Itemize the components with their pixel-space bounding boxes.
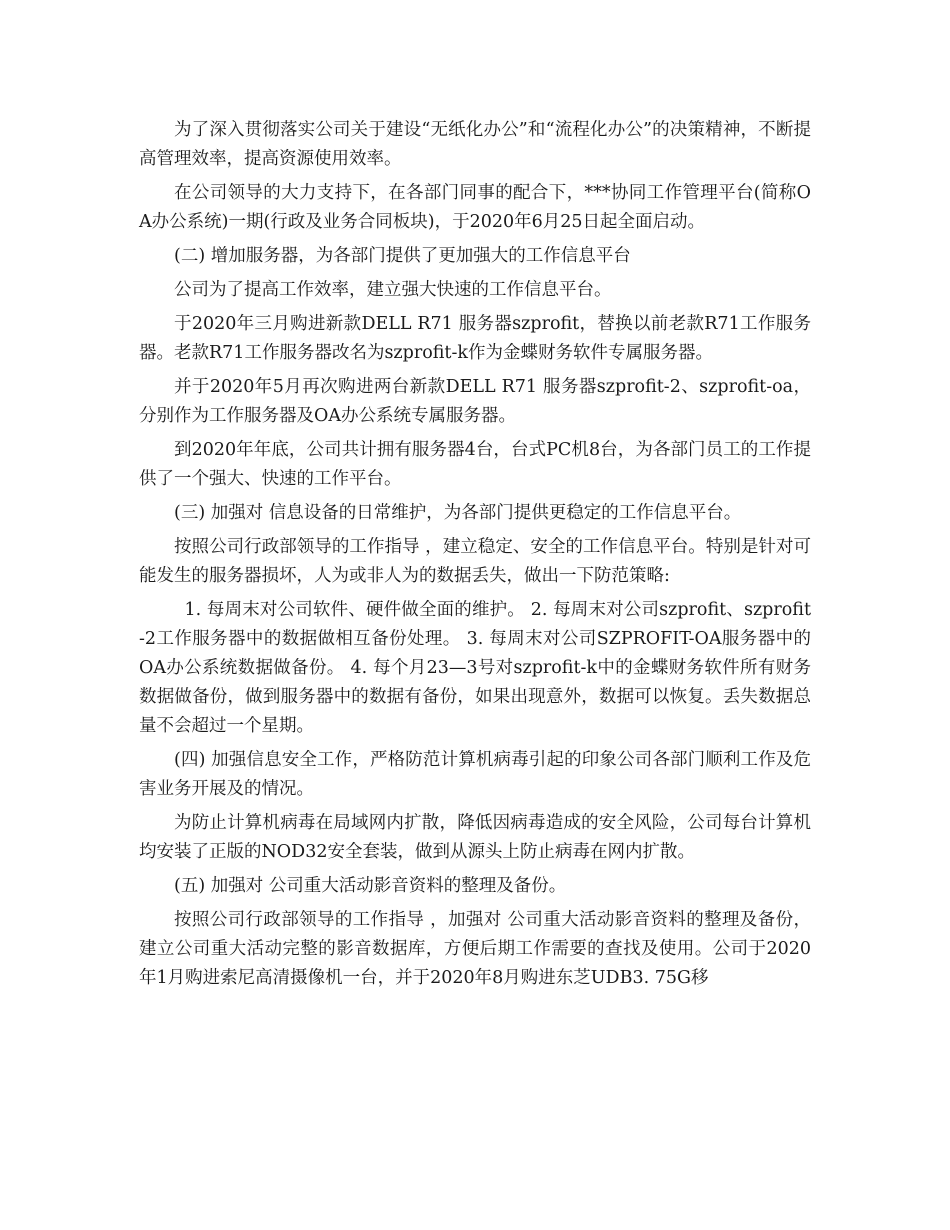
heading-section-3: (三) 加强对 信息设备的日常维护，为各部门提供更稳定的工作信息平台。 bbox=[174, 503, 742, 523]
paragraph-antivirus: 为防止计算机病毒在局域网内扩散，降低因病毒造成的安全风险，公司每台计算机均安装了正版的NOD32安全套装，做到从源头上防止病毒在网内扩散。 bbox=[139, 813, 811, 862]
paragraph-server-march: 于2020年三月购进新款DELL R71 服务器szprofit，替换以前老款R71工作服务器。老款R71工作服务器改名为szprofit-k作为金蝶财务软件专属服务器。 bbox=[139, 314, 811, 363]
paragraph-media-archive: 按照公司行政部领导的工作指导 ，加强对 公司重大活动影音资料的整理及备份，建立公司重大活动完整的影音数据库，方便后期工作需要的查找及使用。公司于2020年1月购进索尼高清摄像机一台，并于2020年8月购进东芝UDB3. 75G移 bbox=[139, 910, 811, 988]
paragraph-guidance: 按照公司行政部领导的工作指导 ，建立稳定、安全的工作信息平台。特别是针对可能发生的服务器损坏，人为或非人为的数据丢失，做出一下防范策略: bbox=[139, 537, 811, 586]
paragraph-oa-launch: 在公司领导的大力支持下，在各部门同事的配合下，***协同工作管理平台(简称OA办公系统)一期(行政及业务合同板块)，于2020年6月25日起全面启动。 bbox=[139, 183, 811, 232]
paragraph-intro: 为了深入贯彻落实公司关于建设“无纸化办公”和“流程化办公”的决策精神，不断提高管理效率，提高资源使用效率。 bbox=[139, 120, 811, 169]
document-body bbox=[139, 116, 811, 998]
paragraph-efficiency: 公司为了提高工作效率，建立强大快速的工作信息平台。 bbox=[174, 280, 612, 300]
paragraph-year-end: 到2020年年底，公司共计拥有服务器4台，台式PC机8台，为各部门员工的工作提供了一个强大、快速的工作平台。 bbox=[139, 440, 811, 489]
heading-section-4: (四) 加强信息安全工作，严格防范计算机病毒引起的印象公司各部门顺利工作及危害业务开展及的情况。 bbox=[139, 750, 811, 799]
heading-section-5: (五) 加强对 公司重大活动影音资料的整理及备份。 bbox=[174, 876, 567, 896]
paragraph-server-may: 并于2020年5月再次购进两台新款DELL R71 服务器szprofit-2、szprofit-oa，分别作为工作服务器及OA办公系统专属服务器。 bbox=[139, 377, 811, 426]
paragraph-backup-strategy: 1. 每周末对公司软件、硬件做全面的维护。 2. 每周末对公司szprofit、szprofit-2工作服务器中的数据做相互备份处理。 3. 每周末对公司SZPROFIT-OA服务器中的OA办公系统数据做备份。 4. 每个月23—3号对szprofit-k中的金蝶财务软件所有财务数据做备份，做到服务器中的数据有备份，如果出现意外，数据可以恢复。丢失数据总量不会超过一个星期。 bbox=[139, 600, 811, 736]
heading-section-2: (二) 增加服务器，为各部门提供了更加强大的工作信息平台 bbox=[174, 246, 631, 266]
